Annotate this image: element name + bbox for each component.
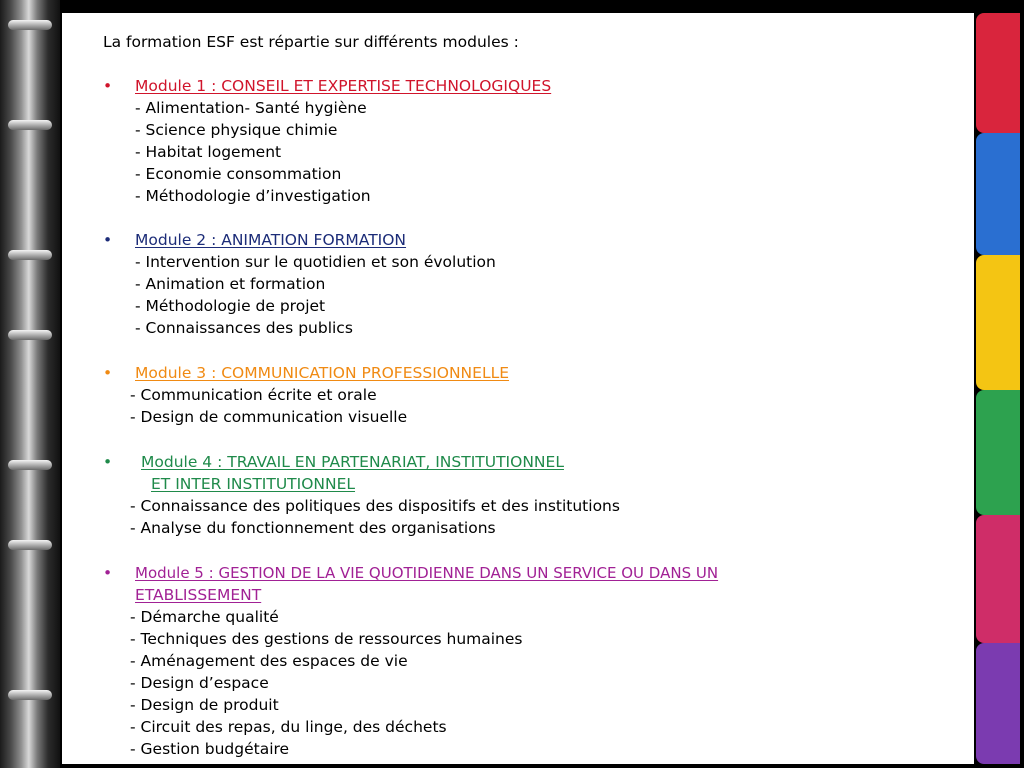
bullet-icon: •: [103, 453, 113, 471]
tab-red: [976, 13, 1020, 133]
module-4-item: - Connaissance des politiques des dispositifs et des institutions: [130, 497, 620, 515]
tab-pink: [976, 515, 1020, 643]
module-5-title-line2: ETABLISSEMENT: [135, 586, 262, 604]
module-5-item: - Gestion budgétaire: [130, 740, 290, 758]
tab-blue: [976, 133, 1020, 255]
slide-page: [62, 13, 974, 764]
slide-text: [62, 13, 974, 764]
module-2-title: Module 2 : ANIMATION FORMATION: [135, 231, 407, 249]
module-5-item: - Aménagement des espaces de vie: [130, 652, 408, 670]
intro-text: La formation ESF est répartie sur différents modules :: [103, 33, 519, 51]
bullet-icon: •: [103, 77, 113, 95]
module-1-item: - Alimentation- Santé hygiène: [135, 99, 367, 117]
binder-ring: [8, 460, 52, 470]
module-2-item: - Intervention sur le quotidien et son évolution: [135, 253, 496, 271]
binder-ring: [8, 120, 52, 130]
module-5-title: Module 5 : GESTION DE LA VIE QUOTIDIENNE DANS UN SERVICE OU DANS UN: [135, 564, 719, 582]
module-1-item: - Méthodologie d’investigation: [135, 187, 371, 205]
module-4-item: - Analyse du fonctionnement des organisations: [130, 519, 496, 537]
module-3-title: Module 3 : COMMUNICATION PROFESSIONNELLE: [135, 364, 510, 382]
bullet-icon: •: [103, 364, 113, 382]
module-5-item: - Démarche qualité: [130, 608, 279, 626]
module-2-item: - Animation et formation: [135, 275, 326, 293]
divider-tabs: [976, 13, 1020, 764]
binder-ring: [8, 540, 52, 550]
module-2-item: - Méthodologie de projet: [135, 297, 326, 315]
module-3-item: - Design de communication visuelle: [130, 408, 408, 426]
binder-rings: [0, 0, 60, 768]
binder-ring: [8, 690, 52, 700]
module-4-title: Module 4 : TRAVAIL EN PARTENARIAT, INSTITUTIONNEL: [141, 453, 564, 471]
bullet-icon: •: [103, 231, 113, 249]
module-5-item: - Circuit des repas, du linge, des déchets: [130, 718, 447, 736]
module-4-title-line2: ET INTER INSTITUTIONNEL: [151, 475, 356, 493]
module-3-item: - Communication écrite et orale: [130, 386, 377, 404]
module-1-item: - Habitat logement: [135, 143, 282, 161]
bullet-icon: •: [103, 564, 113, 582]
binder-ring: [8, 250, 52, 260]
module-5-item: - Techniques des gestions de ressources humaines: [130, 630, 523, 648]
module-1-item: - Economie consommation: [135, 165, 342, 183]
tab-green: [976, 390, 1020, 515]
tab-purple: [976, 643, 1020, 764]
module-1-title: Module 1 : CONSEIL ET EXPERTISE TECHNOLOGIQUES: [135, 77, 552, 95]
binder-ring: [8, 20, 52, 30]
module-5-item: - Design de produit: [130, 696, 279, 714]
module-5-item: - Design d’espace: [130, 674, 269, 692]
tab-yellow: [976, 255, 1020, 390]
module-2-item: - Connaissances des publics: [135, 319, 353, 337]
module-1-item: - Science physique chimie: [135, 121, 338, 139]
binder-ring: [8, 330, 52, 340]
